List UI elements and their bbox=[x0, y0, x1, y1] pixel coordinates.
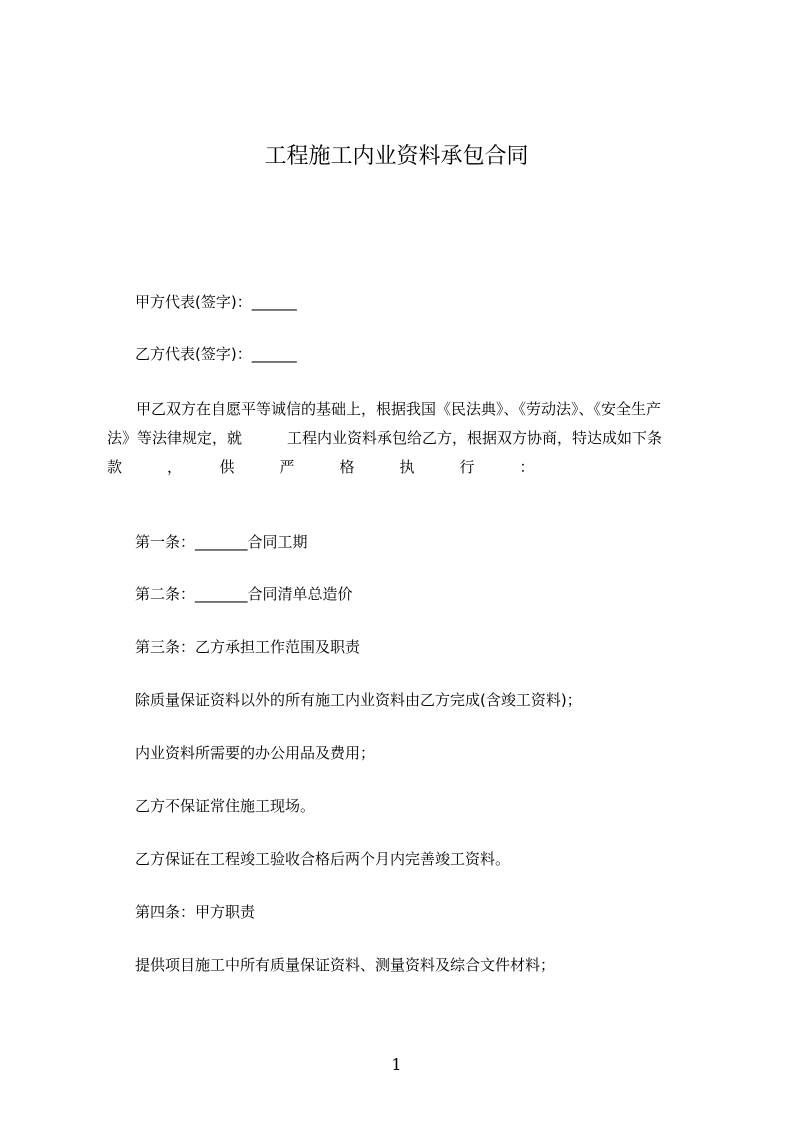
preamble-line-1: 甲乙双方在自愿平等诚信的基础上，根据我国《民法典》、《劳动法》、《安全生产 bbox=[136, 400, 662, 418]
page-number: 1 bbox=[391, 1055, 402, 1074]
clause-3-item-2: 内业资料所需要的办公用品及费用； bbox=[135, 744, 376, 762]
document-title: 工程施工内业资料承包合同 bbox=[264, 144, 529, 169]
preamble-line-3: 款 ， 供 严 格 执 行 ： bbox=[107, 458, 535, 476]
clause-3-item-4: 乙方保证在工程竣工验收合格后两个月内完善竣工资料。 bbox=[135, 850, 511, 868]
clause-1: 第一条：_______合同工期 bbox=[135, 533, 308, 551]
clause-4: 第四条：甲方职责 bbox=[135, 903, 256, 921]
clause-3-item-1: 除质量保证资料以外的所有施工内业资料由乙方完成(含竣工资料)； bbox=[135, 691, 582, 709]
party-b-representative: 乙方代表(签字)：______ bbox=[135, 345, 297, 363]
preamble-paragraph bbox=[107, 395, 687, 482]
preamble-line-2: 法》等法律规定，就 工程内业资料承包给乙方，根据双方协商，特达成如下条 bbox=[107, 429, 663, 447]
clause-2: 第二条：_______合同清单总造价 bbox=[135, 585, 353, 603]
party-a-representative: 甲方代表(签字)：______ bbox=[135, 293, 297, 311]
clause-3-item-3: 乙方不保证常住施工现场。 bbox=[135, 797, 316, 815]
clause-4-item-1: 提供项目施工中所有质量保证资料、测量资料及综合文件材料； bbox=[135, 956, 556, 974]
clause-3: 第三条：乙方承担工作范围及职责 bbox=[135, 638, 361, 656]
